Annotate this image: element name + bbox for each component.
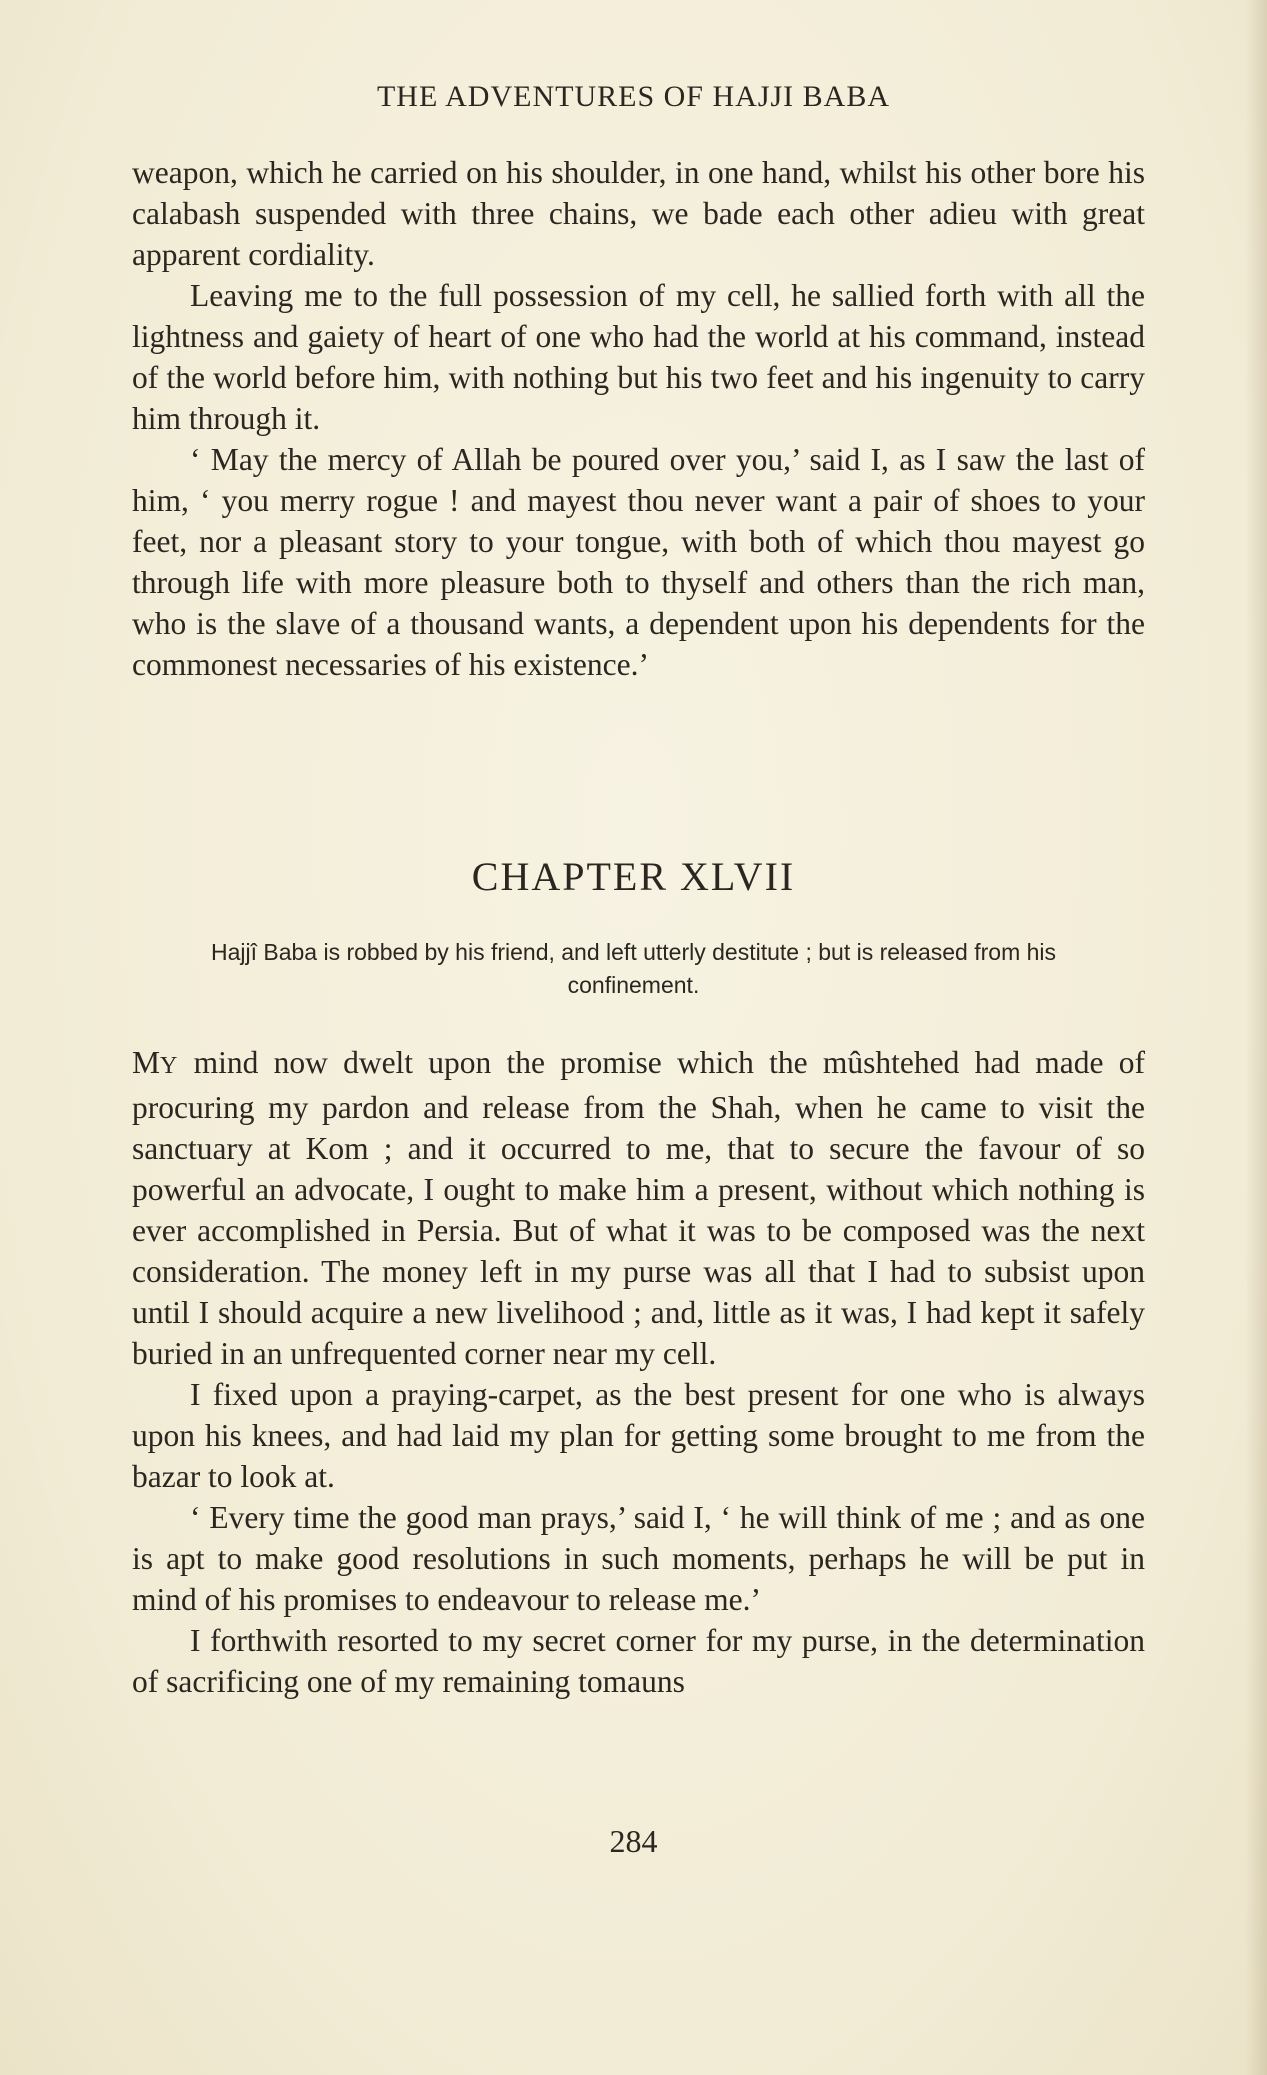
opening-paragraph: [132, 1042, 1145, 1374]
paragraph: ‘ May the mercy of Allah be poured over you,’ said I, as I saw the last of him, ‘ you merry rogue ! and mayest thou never want a pair of shoes to your feet, nor a pleasant story to your tongue, with both of which thou mayest go through life with more pleasure both to thyself and others than the rich man, who is the slave of a thousand wants, a dependent upon his dependents for the commonest necessaries of his existence.’: [132, 442, 1145, 682]
opening-smallcap: Y: [160, 1053, 179, 1079]
paragraph: I forthwith resorted to my secret corner for my purse, in the determination of sacrificing one of my remaining tomauns: [132, 1623, 1145, 1699]
running-head: THE ADVENTURES OF HAJJI BABA: [376, 80, 891, 113]
chapter-title: CHAPTER XLVII: [471, 854, 796, 899]
paragraph: Leaving me to the full possession of my cell, he sallied forth with all the lightness and gaiety of heart of one who had the world at his command, instead of the world before him, with nothing but his two feet and his ingenuity to carry him through it.: [132, 278, 1145, 436]
paragraph: ‘ Every time the good man prays,’ said I, ‘ he will think of me ; and as one is apt to make good resolutions in such moments, perhaps he will be put in mind of his promises to endeavour to release me.’: [132, 1500, 1145, 1617]
paragraph: I fixed upon a praying-carpet, as the best present for one who is always upon his knees, and had laid my plan for getting some brought to me from the bazar to look at.: [132, 1377, 1145, 1494]
chapter-text: [132, 1042, 1145, 1702]
continued-text: [132, 152, 1145, 685]
page-edge-shadow: [1245, 0, 1267, 2075]
paragraph: weapon, which he carried on his shoulder, in one hand, whilst his other bore his calabash suspended with three chains, we bade each other adieu with great apparent cordiality.: [132, 155, 1145, 272]
opening-paragraph-text: mind now dwelt upon the promise which the mûshtehed had made of procuring my pardon and release from the Shah, when he came to visit the sanctuary at Kom ; and it occurred to me, that to secure the favour of so powerful an advocate, I ought to make him a present, without which nothing is ever accomplished in Persia. But of what it was to be composed was the next consideration. The money left in my purse was all that I had to subsist upon until I should acquire a new livelihood ; and, little as it was, I had kept it safely buried in an unfrequented corner near my cell.: [132, 1045, 1145, 1371]
chapter-summary: Hajjî Baba is robbed by his friend, and left utterly destitute ; but is released from his confinement.: [210, 939, 1057, 998]
opening-capital: M: [132, 1045, 161, 1080]
page-number: 284: [609, 1823, 658, 1859]
